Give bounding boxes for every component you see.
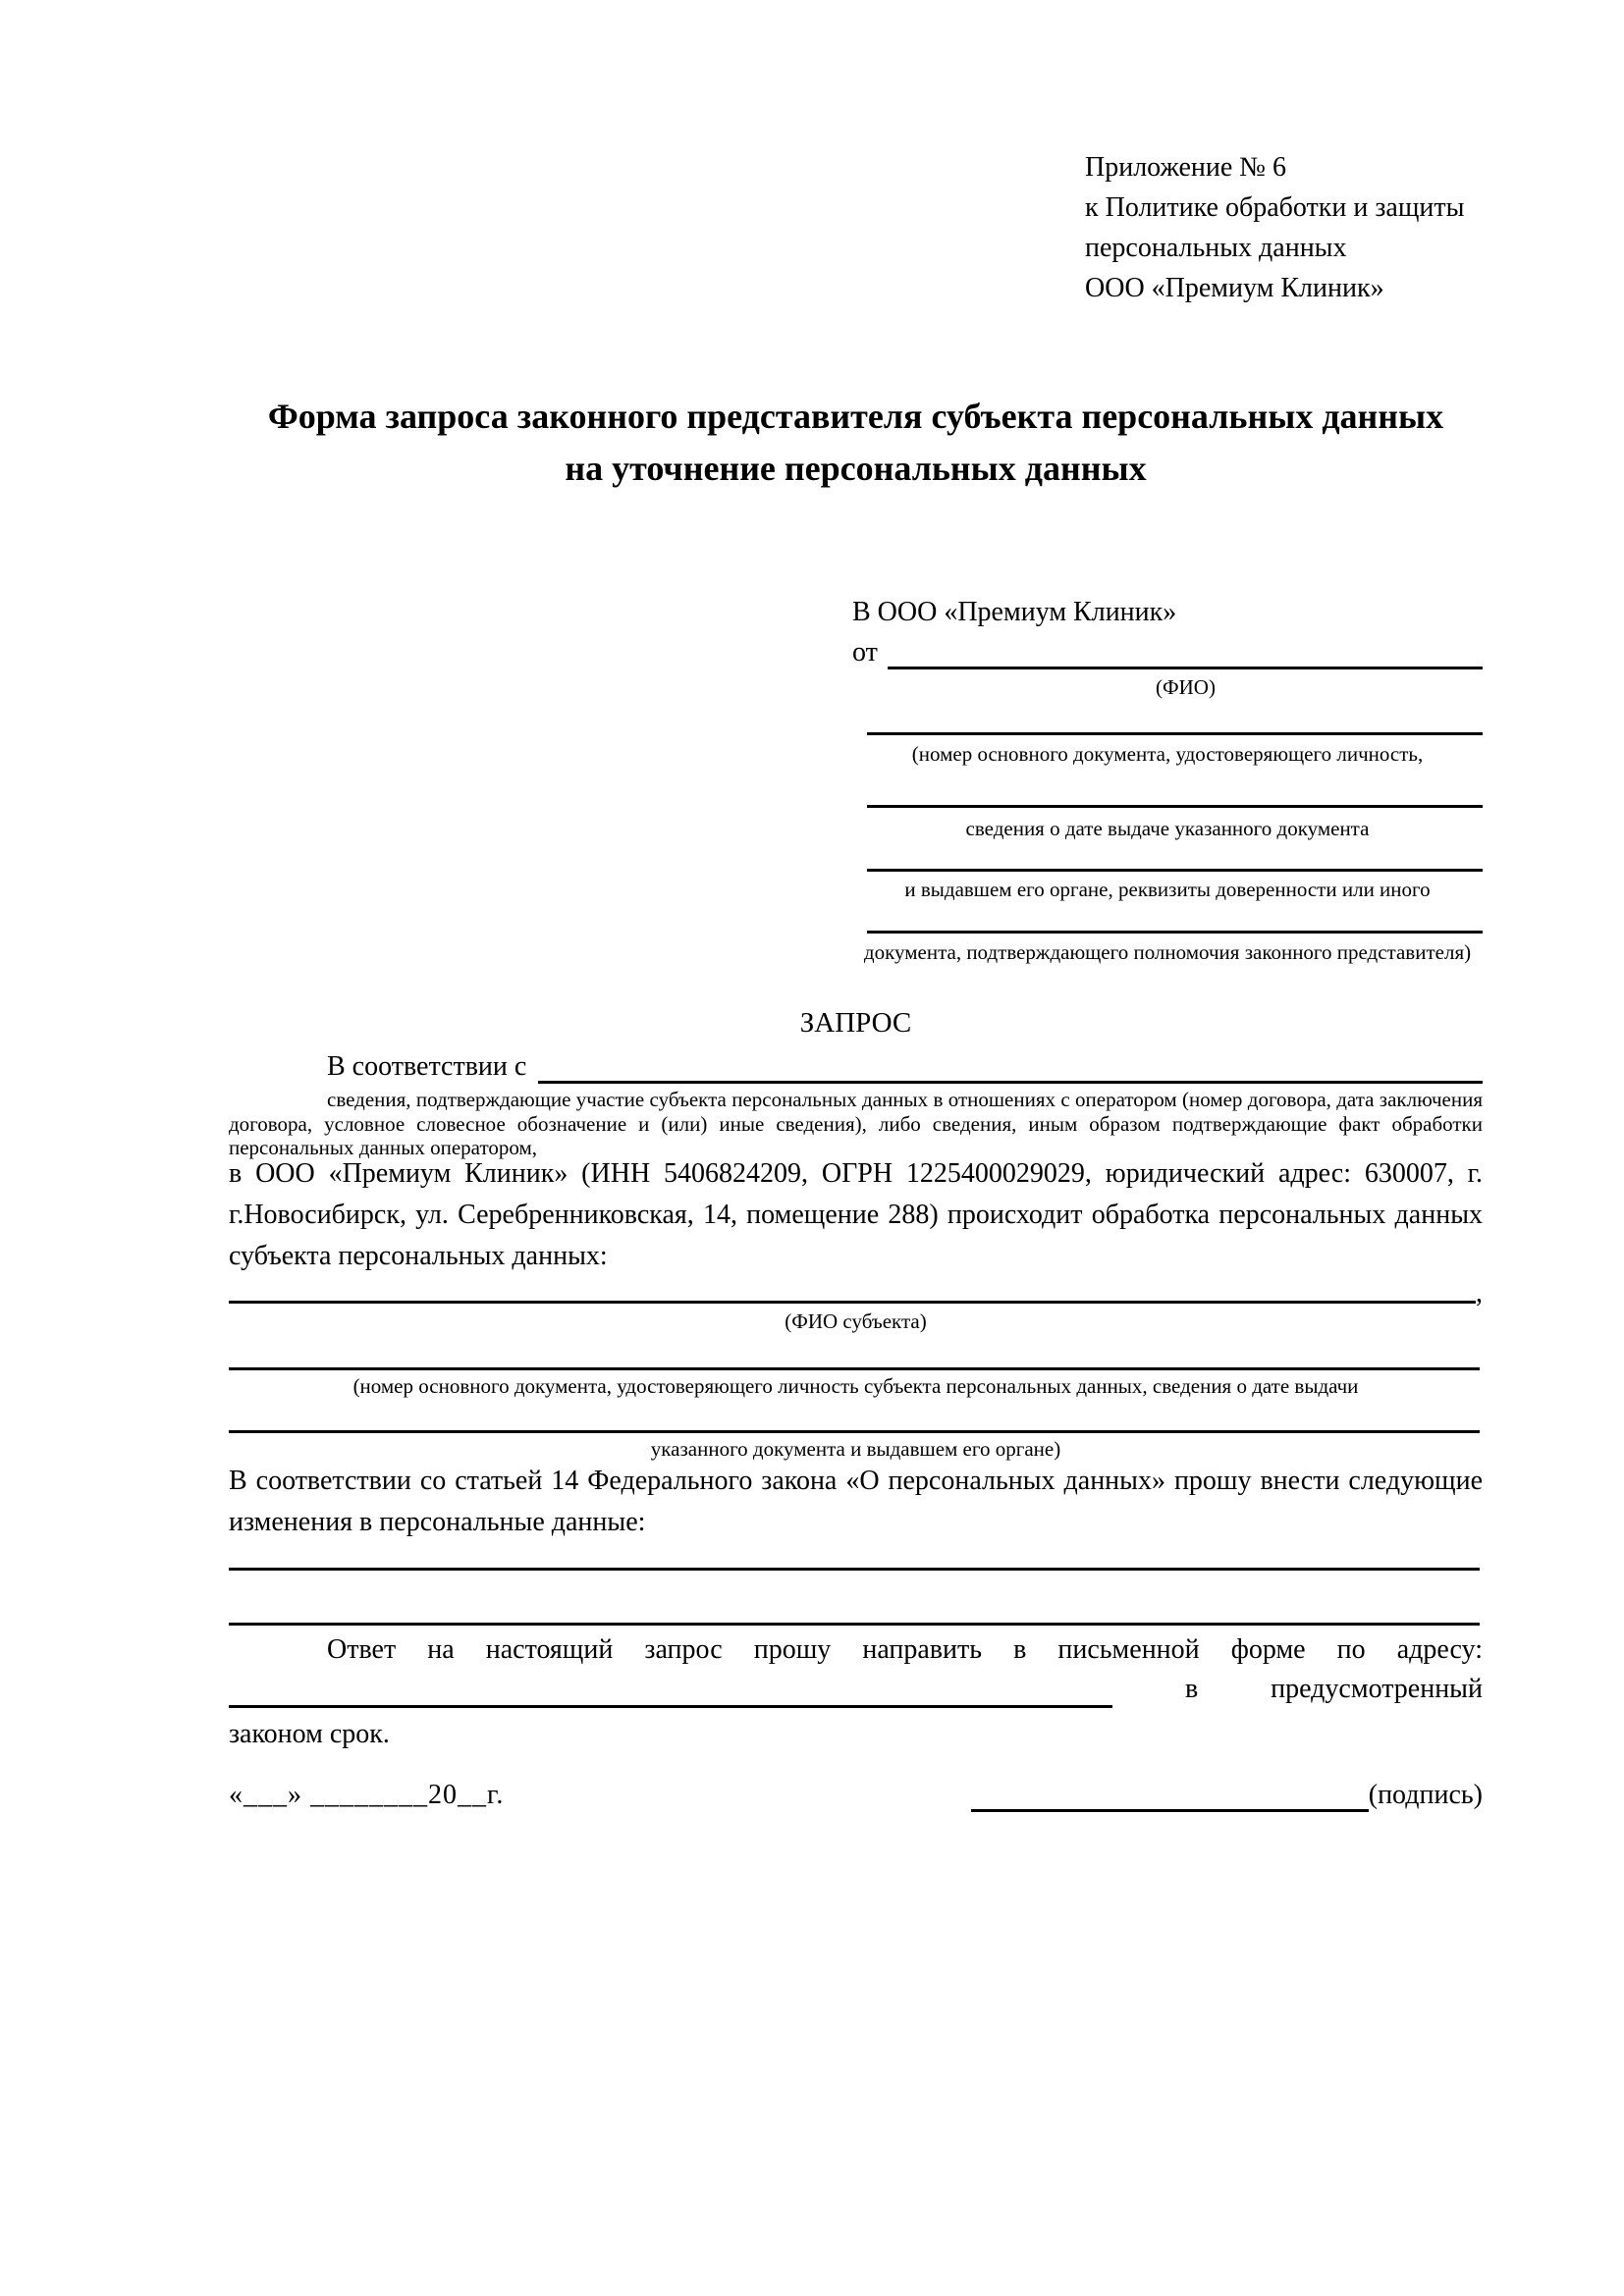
subject-doc-fill-line-2 — [229, 1401, 1480, 1433]
subject-fio-fill-line — [229, 1301, 1476, 1304]
subject-fio-line-comma: , — [1476, 1278, 1483, 1308]
accordance-lead: В соответствии с — [327, 1051, 527, 1082]
signature-fill-line — [971, 1776, 1369, 1812]
changes-fill-line-2 — [229, 1593, 1480, 1626]
subject-fio-caption: (ФИО субъекта) — [785, 1309, 927, 1333]
doc-fill-line-1 — [867, 699, 1483, 735]
doc-line-caption-3: и выдавшем его органе, реквизиты доверенности или иного — [904, 878, 1431, 901]
subject-doc-fill-line-1 — [229, 1338, 1480, 1370]
article14-paragraph: В соответствии со статьей 14 Федерального закона «О персональных данных» прошу внести следующие изменения в персональные данные: — [229, 1466, 1483, 1537]
changes-fill-line-1 — [229, 1538, 1480, 1571]
fio-fill-line — [888, 633, 1483, 669]
accordance-fill-line — [538, 1047, 1483, 1084]
footer-row — [229, 1779, 1483, 1812]
subject-fio-row — [229, 1276, 1483, 1308]
document-title-line-2: на уточнение персональных данных — [565, 449, 1147, 488]
answer-tail-word-1: в — [1184, 1674, 1199, 1704]
accordance-row — [229, 1050, 1483, 1084]
doc-line-caption-1: (номер основного документа, удостоверяющего личность, — [911, 742, 1424, 766]
from-label: от — [852, 637, 878, 667]
answer-tail-end: законом срок. — [229, 1719, 390, 1749]
answer-address-row — [229, 1671, 1483, 1708]
appendix-line-3: персональных данных — [1085, 233, 1347, 263]
appendix-line-1: Приложение № 6 — [1085, 152, 1286, 183]
answer-tail-word-2: предусмотренный — [1271, 1674, 1483, 1704]
document-title — [229, 391, 1483, 495]
subject-doc-caption-2: указанного документа и выдавшем его органе) — [650, 1437, 1061, 1461]
document-title-line-1: Форма запроса законного представителя субъекта персональных данных — [267, 397, 1444, 436]
answer-lead: Ответ на настоящий запрос прошу направить в письменной форме по адресу: — [327, 1634, 1483, 1665]
doc-fill-line-2 — [867, 772, 1483, 808]
appendix-block — [1085, 147, 1464, 308]
fio-caption: (ФИО) — [1156, 675, 1216, 699]
addressee-from-row — [852, 636, 1483, 669]
signature-caption: (подпись) — [1368, 1780, 1483, 1810]
addressee-to: В ООО «Премиум Клиник» — [852, 597, 1177, 627]
doc-fill-line-3 — [867, 836, 1483, 872]
appendix-line-2: к Политике обработки и защиты — [1085, 192, 1465, 223]
request-heading: ЗАПРОС — [799, 1007, 912, 1039]
accordance-footnote: сведения, подтверждающие участие субъекта персональных данных в отношениях с оператором (номер договора, дата заключения договора, условное словесное обозначение и (или) иные сведения), либо сведения, иным образом подтверждающие факт обработки персональных данных оператором, — [229, 1088, 1483, 1159]
operator-paragraph: в ООО «Премиум Клиник» (ИНН 5406824209, ОГРН 1225400029029, юридический адрес: 630007, г. г.Новосибирск, ул. Серебренниковская, 14, помещение 288) происходит обработка персональных данных субъекта персональных данных: — [229, 1158, 1483, 1271]
signature-group — [971, 1776, 1483, 1812]
appendix-line-4: ООО «Премиум Клиник» — [1085, 273, 1384, 303]
doc-line-caption-4: документа, подтверждающего полномочия законного представителя) — [863, 940, 1472, 964]
date-blank: «___» ________20__г. — [229, 1780, 505, 1810]
doc-fill-line-4 — [867, 897, 1483, 934]
subject-doc-caption-1: (номер основного документа, удостоверяющего личность субъекта персональных данных, сведения о дате выдачи — [352, 1374, 1359, 1398]
answer-address-fill-line — [229, 1668, 1112, 1708]
doc-line-caption-2: сведения о дате выдаче указанного документа — [965, 817, 1370, 840]
